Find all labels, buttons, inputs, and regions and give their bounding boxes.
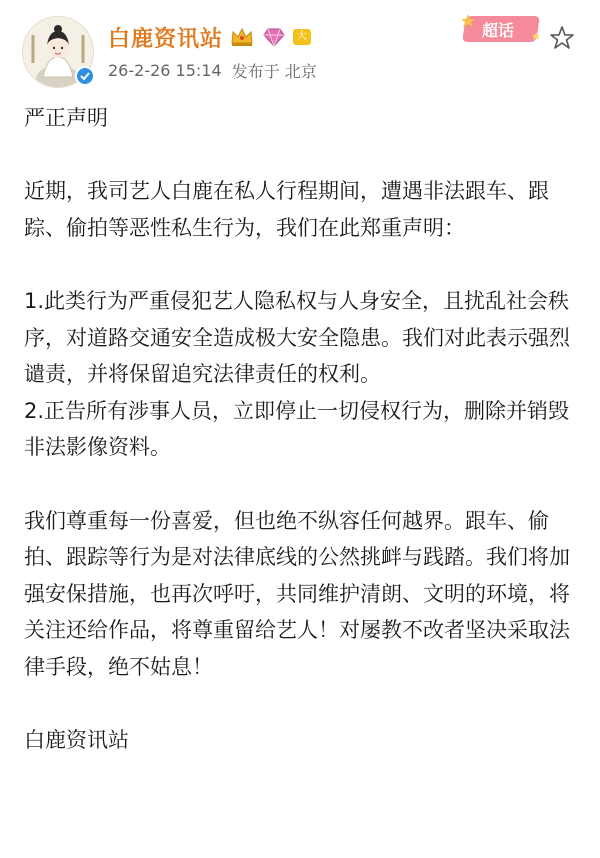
favorite-star-icon[interactable] — [548, 24, 576, 52]
statement-point-2: 2.正告所有涉事人员，立即停止一切侵权行为，删除并销毁非法影像资料。 — [24, 398, 570, 460]
post-timestamp: 26-2-26 15:14 — [108, 60, 222, 80]
statement-intro: 近期，我司艺人白鹿在私人行程期间，遭遇非法跟车、跟踪、偷拍等恶性私生行为，我们在此郑重声明： — [24, 179, 549, 240]
post-meta — [108, 58, 317, 82]
user-name[interactable]: 白鹿资讯站 — [108, 26, 224, 52]
super-topic-button[interactable] — [458, 12, 542, 44]
fan-badge-icon — [261, 26, 287, 48]
name-row — [108, 22, 311, 52]
crown-icon — [229, 26, 255, 48]
statement-signature: 白鹿资讯站 — [24, 728, 129, 753]
post-header — [0, 0, 600, 100]
post-location: 发布于 北京 — [231, 61, 317, 81]
statement-title: 严正声明 — [24, 106, 108, 130]
level-badge: 大 — [293, 29, 311, 45]
statement-closing: 我们尊重每一份喜爱，但也绝不纵容任何越界。跟车、偷拍、跟踪等行为是对法律底线的公然挑衅与践踏。我们将加强安保措施，也再次呼吁，共同维护清朗、文明的环境，将关注还给作品，将尊重留给艺人！对屡教不改者坚决采取法律手段，绝不姑息！ — [24, 508, 570, 679]
post-body — [24, 100, 586, 759]
super-topic-label: 超话 — [482, 21, 515, 40]
statement-point-1: 1.此类行为严重侵犯艺人隐私权与人身安全，且扰乱社会秩序，对道路交通安全造成极大安全隐患。我们对此表示强烈谴责，并将保留追究法律责任的权利。 — [24, 288, 570, 387]
verified-badge-icon — [75, 66, 95, 86]
